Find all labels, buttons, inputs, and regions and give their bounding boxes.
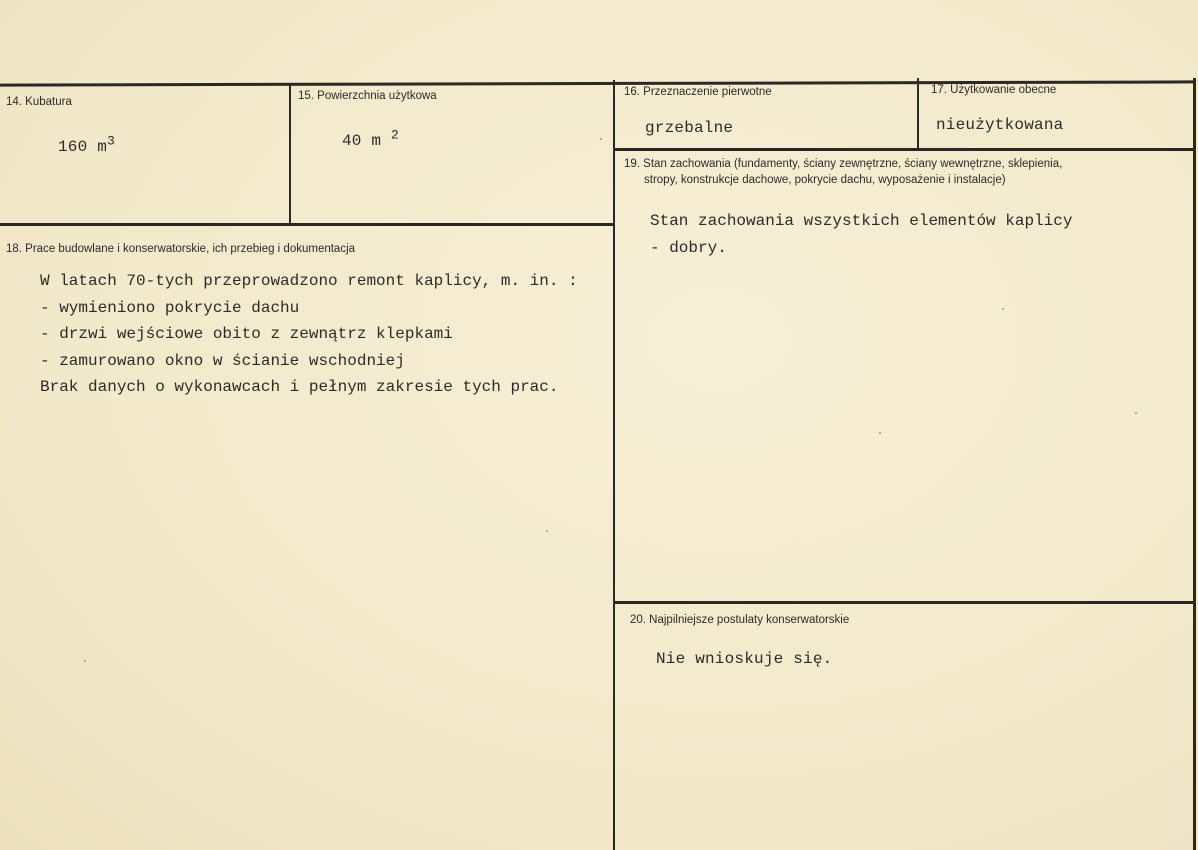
prace-line: - zamurowano okno w ścianie wschodniej	[40, 351, 405, 370]
divider-16-17	[917, 78, 919, 150]
stan-line: - dobry.	[650, 238, 727, 257]
paper-speck	[879, 432, 881, 434]
powierzchnia-value: 40 m $^2$	[342, 127, 400, 150]
przeznaczenie-value: grzebalne	[645, 119, 734, 137]
rule-under-16-17	[615, 148, 1195, 151]
stan-label-line1: 19. Stan zachowania (fundamenty, ściany zewnętrzne, ściany wewnętrzne, sklepienia,	[624, 158, 1063, 170]
kubatura-value: 160 $m^3$	[58, 133, 116, 156]
divider-14-15	[289, 84, 291, 226]
paper-speck	[1002, 308, 1004, 310]
przeznaczenie-label: 16. Przeznaczenie pierwotne	[624, 86, 772, 98]
paper-speck	[1135, 412, 1137, 414]
paper-speck	[84, 660, 86, 662]
uzytkowanie-label: 17. Użytkowanie obecne	[931, 84, 1057, 96]
prace-line: W latach 70-tych przeprowadzono remont kaplicy, m. in. :	[40, 272, 578, 290]
postulaty-label: 20. Najpilniejsze postulaty konserwatorskie	[630, 614, 850, 626]
prace-line: - wymieniono pokrycie dachu	[40, 298, 300, 317]
center-divider	[613, 80, 615, 850]
paper-speck	[546, 530, 548, 532]
kubatura-label: 14. Kubatura	[6, 96, 72, 108]
rule-under-14-15	[0, 223, 615, 226]
paper-speck	[600, 138, 602, 140]
prace-label: 18. Prace budowlane i konserwatorskie, ich przebieg i dokumentacja	[6, 243, 356, 255]
prace-line: Brak danych o wykonawcach i pełnym zakresie tych prac.	[40, 378, 559, 396]
prace-text	[40, 268, 578, 401]
prace-line: - drzwi wejściowe obito z zewnątrz klepkami	[40, 325, 453, 343]
stan-label-line2: stropy, konstrukcje dachowe, pokrycie dachu, wyposażenie i instalacje)	[644, 174, 1006, 186]
right-edge	[1193, 78, 1196, 850]
rule-under-19	[615, 601, 1195, 604]
stan-text	[650, 208, 1072, 261]
uzytkowanie-value: nieużytkowana	[936, 116, 1064, 134]
powierzchnia-label: 15. Powierzchnia użytkowa	[298, 90, 437, 102]
postulaty-value: Nie wnioskuje się.	[656, 650, 833, 668]
stan-line: Stan zachowania wszystkich elementów kaplicy	[650, 212, 1073, 230]
